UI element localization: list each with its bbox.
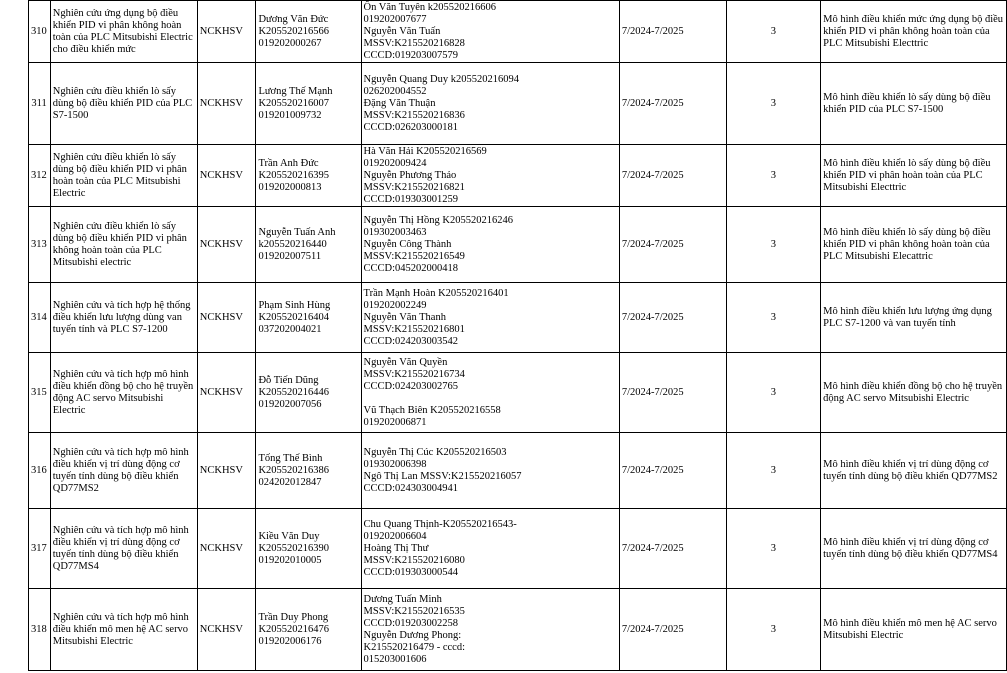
table-row	[29, 1, 1007, 63]
member-line: 019202002249	[363, 299, 427, 311]
project-leader	[256, 145, 361, 207]
project-months: 3	[726, 353, 820, 433]
project-months: 3	[726, 207, 820, 283]
member-line: 019302003463	[363, 226, 427, 238]
project-time: 7/2024-7/2025	[619, 207, 726, 283]
project-leader	[256, 63, 361, 145]
member-line: Ngô Thị Lan MSSV:K215520216057	[363, 470, 522, 482]
project-time: 7/2024-7/2025	[619, 433, 726, 509]
member-line: 019302006398	[363, 458, 427, 470]
member-line: CCCD:024203002765	[363, 380, 459, 392]
table-row	[29, 283, 1007, 353]
project-product: Mô hình điều khiển mô men hệ AC servo Mitsubishi Electric	[821, 589, 1007, 671]
project-members	[361, 63, 619, 145]
member-line: Vũ Thạch Biên K205520216558	[363, 404, 501, 416]
member-line: CCCD:019203007579	[363, 49, 459, 61]
project-product: Mô hình điều khiển mức ứng dụng bộ điều khiển PID vi phân không hoàn toàn của PLC Mitsubishi Electtric	[821, 1, 1007, 63]
project-title: Nghiên cứu điều khiển lò sấy dùng bộ điều khiển PID vi phân hoàn toàn của PLC Mitsubishi Electric	[50, 145, 197, 207]
row-number: 313	[29, 207, 51, 283]
member-line: Ôn Văn Tuyên k205520216606	[363, 1, 497, 13]
project-members	[361, 589, 619, 671]
member-line: Nguyễn Văn Thanh	[363, 311, 446, 323]
member-line: Trần Mạnh Hoàn K205520216401	[363, 287, 509, 299]
member-line: 019202009424	[363, 157, 427, 169]
member-line: Nguyễn Thị Hồng K205520216246	[363, 214, 513, 226]
leader-line: K205520216390	[258, 542, 330, 554]
leader-line: 037202004021	[258, 323, 322, 335]
row-number: 318	[29, 589, 51, 671]
member-line: 019202006871	[363, 416, 427, 428]
project-type: NCKHSV	[197, 509, 256, 589]
leader-line: 019202007511	[258, 250, 322, 262]
leader-line: K205520216386	[258, 464, 330, 476]
table-body	[29, 1, 1007, 671]
member-line: MSSV:K215520216549	[363, 250, 465, 262]
project-table	[28, 0, 1007, 671]
project-product: Mô hình điều khiển lưu lượng ứng dụng PLC S7-1200 và van tuyến tính	[821, 283, 1007, 353]
project-members	[361, 283, 619, 353]
leader-line: Đỗ Tiến Dũng	[258, 374, 319, 386]
project-title: Nghiên cứu và tích hợp mô hình điều khiển vị trí dùng động cơ tuyến tính dùng bộ điều khiển QD77MS2	[50, 433, 197, 509]
row-number: 312	[29, 145, 51, 207]
leader-line: K205520216476	[258, 623, 330, 635]
member-line: 026202004552	[363, 85, 427, 97]
project-type: NCKHSV	[197, 589, 256, 671]
project-product: Mô hình điều khiển lò sấy dùng bộ điều khiển PID của PLC S7-1500	[821, 63, 1007, 145]
project-type: NCKHSV	[197, 207, 256, 283]
project-months: 3	[726, 589, 820, 671]
project-members	[361, 207, 619, 283]
leader-line: 019202007056	[258, 398, 322, 410]
project-members	[361, 1, 619, 63]
member-line: Nguyễn Thị Cúc K205520216503	[363, 446, 507, 458]
leader-line: K205520216007	[258, 97, 330, 109]
row-number: 314	[29, 283, 51, 353]
member-line: CCCD:024303004941	[363, 482, 459, 494]
leader-line: Trần Duy Phong	[258, 611, 329, 623]
project-months: 3	[726, 63, 820, 145]
project-leader	[256, 353, 361, 433]
project-members	[361, 353, 619, 433]
table-row	[29, 433, 1007, 509]
project-leader	[256, 283, 361, 353]
project-title: Nghiên cứu điều khiển lò sấy dùng bộ điều khiển PID vi phân không hoàn toàn của PLC Mitsubishi electric	[50, 207, 197, 283]
row-number: 316	[29, 433, 51, 509]
project-title: Nghiên cứu ứng dụng bộ điều khiển PID vi phân không hoàn toàn của PLC Mitsubishi Electric cho điều khiển mức	[50, 1, 197, 63]
member-line: K215520216479 - cccd:	[363, 641, 466, 653]
project-time: 7/2024-7/2025	[619, 353, 726, 433]
leader-line: 019202006176	[258, 635, 322, 647]
member-line: Đặng Văn Thuận	[363, 97, 436, 109]
member-line: MSSV:K215520216535	[363, 605, 465, 617]
project-months: 3	[726, 283, 820, 353]
member-line: Nguyễn Dương Phong:	[363, 629, 462, 641]
project-leader	[256, 433, 361, 509]
project-type: NCKHSV	[197, 433, 256, 509]
leader-line: Kiều Văn Duy	[258, 530, 320, 542]
member-line: Nguyễn Phương Thảo	[363, 169, 457, 181]
project-members	[361, 509, 619, 589]
project-type: NCKHSV	[197, 1, 256, 63]
project-members	[361, 433, 619, 509]
project-months: 3	[726, 1, 820, 63]
project-product: Mô hình điều khiển vị trí dùng động cơ tuyến tính dùng bộ điều khiển QD77MS4	[821, 509, 1007, 589]
project-product: Mô hình điều khiển vị trí dùng động cơ tuyến tính dùng bộ điều khiển QD77MS2	[821, 433, 1007, 509]
project-title: Nghiên cứu và tích hợp mô hình điều khiển vị trí dùng động cơ tuyến tính dùng bộ điều khiển QD77MS4	[50, 509, 197, 589]
leader-line: Trần Anh Đức	[258, 157, 319, 169]
project-months: 3	[726, 433, 820, 509]
leader-line: Lương Thế Mạnh	[258, 85, 333, 97]
leader-line: 024202012847	[258, 476, 322, 488]
row-number: 317	[29, 509, 51, 589]
leader-line: 019202000813	[258, 181, 322, 193]
project-leader	[256, 509, 361, 589]
project-time: 7/2024-7/2025	[619, 145, 726, 207]
project-time: 7/2024-7/2025	[619, 509, 726, 589]
project-time: 7/2024-7/2025	[619, 63, 726, 145]
project-leader	[256, 207, 361, 283]
member-line: Hoàng Thị Thư	[363, 542, 429, 554]
leader-line: k205520216440	[258, 238, 327, 250]
project-title: Nghiên cứu và tích hợp mô hình điều khiển mô men hệ AC servo Mitsubishi Electric	[50, 589, 197, 671]
member-line: CCCD:019203002258	[363, 617, 459, 629]
project-type: NCKHSV	[197, 145, 256, 207]
member-line: CCCD:019303001259	[363, 193, 459, 205]
member-line: Nguyễn Văn Tuấn	[363, 25, 441, 37]
project-time: 7/2024-7/2025	[619, 589, 726, 671]
table-row	[29, 207, 1007, 283]
leader-line: K205520216446	[258, 386, 330, 398]
member-line: MSSV:K215520216801	[363, 323, 465, 335]
member-line: Dương Tuấn Minh	[363, 593, 442, 605]
table-row	[29, 589, 1007, 671]
leader-line: 019201009732	[258, 109, 322, 121]
project-title: Nghiên cứu và tích hợp hệ thống điều khiển lưu lượng dùng van tuyến tính và PLC S7-1200	[50, 283, 197, 353]
project-type: NCKHSV	[197, 283, 256, 353]
project-product: Mô hình điều khiển đồng bộ cho hệ truyền động AC servo Mitsubishi Electric	[821, 353, 1007, 433]
table-row	[29, 63, 1007, 145]
table-row	[29, 509, 1007, 589]
member-line: CCCD:026203000181	[363, 121, 459, 133]
member-line: Nguyễn Quang Duy k205520216094	[363, 73, 519, 85]
member-line: 015203001606	[363, 653, 427, 665]
project-leader	[256, 589, 361, 671]
project-type: NCKHSV	[197, 353, 256, 433]
leader-line: K205520216404	[258, 311, 330, 323]
member-line: MSSV:K215520216828	[363, 37, 465, 49]
project-months: 3	[726, 509, 820, 589]
project-months: 3	[726, 145, 820, 207]
project-type: NCKHSV	[197, 63, 256, 145]
member-line: Nguyễn Văn Quyền	[363, 356, 448, 368]
member-line: MSSV:K215520216734	[363, 368, 465, 380]
member-line: 019202007677	[363, 13, 427, 25]
leader-line: 019202000267	[258, 37, 322, 49]
project-leader	[256, 1, 361, 63]
project-product: Mô hình điều khiển lò sấy dùng bộ điều khiển PID vi phân hoàn toàn của PLC Mitsubishi Electtric	[821, 145, 1007, 207]
leader-line: K205520216395	[258, 169, 330, 181]
project-time: 7/2024-7/2025	[619, 283, 726, 353]
row-number: 311	[29, 63, 51, 145]
project-members	[361, 145, 619, 207]
member-line: CCCD:019303000544	[363, 566, 459, 578]
member-line	[364, 393, 617, 405]
leader-line: Nguyễn Tuấn Anh	[258, 226, 336, 238]
member-line: Nguyễn Công Thành	[363, 238, 452, 250]
member-line: CCCD:024203003542	[363, 335, 459, 347]
member-line: Chu Quang Thịnh-K205520216543-	[363, 518, 517, 530]
leader-line: 019202010005	[258, 554, 322, 566]
project-title: Nghiên cứu điều khiển lò sấy dùng bộ điều khiển PID của PLC S7-1500	[50, 63, 197, 145]
row-number: 315	[29, 353, 51, 433]
member-line: MSSV:K215520216821	[363, 181, 465, 193]
project-title: Nghiên cứu và tích hợp mô hình điều khiển đồng bộ cho hệ truyền động AC servo Mitsubishi Electric	[50, 353, 197, 433]
member-line: 019202006604	[363, 530, 427, 542]
project-time: 7/2024-7/2025	[619, 1, 726, 63]
row-number: 310	[29, 1, 51, 63]
leader-line: Dương Văn Đức	[258, 13, 329, 25]
table-row	[29, 145, 1007, 207]
project-product: Mô hình điều khiển lò sấy dùng bộ điều khiển PID vi phân không hoàn toàn của PLC Mitsubishi Elecattric	[821, 207, 1007, 283]
leader-line: Tống Thế Bình	[258, 452, 323, 464]
table-row	[29, 353, 1007, 433]
member-line: Hà Văn Hải K205520216569	[363, 145, 487, 157]
leader-line: Phạm Sinh Hùng	[258, 299, 331, 311]
member-line: CCCD:045202000418	[363, 262, 459, 274]
member-line: MSSV:K215520216080	[363, 554, 465, 566]
leader-line: K205520216566	[258, 25, 330, 37]
member-line: MSSV:K215520216836	[363, 109, 465, 121]
